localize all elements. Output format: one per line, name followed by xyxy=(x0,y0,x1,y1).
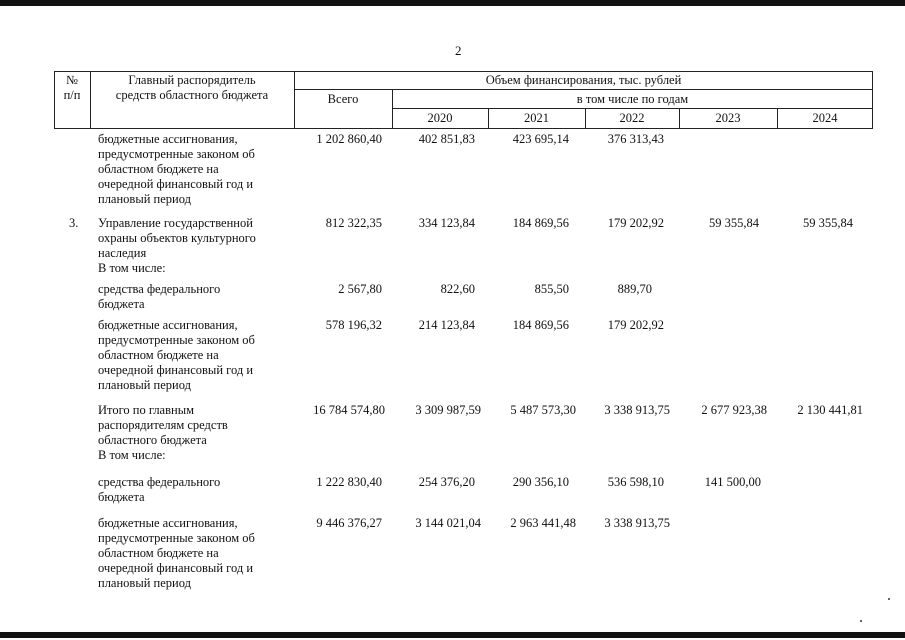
row-2022: 536 598,10 xyxy=(607,475,664,489)
row-number: 3. xyxy=(69,216,79,230)
row-2020: 334 123,84 xyxy=(418,216,475,230)
row-2021: 290 356,10 xyxy=(512,475,569,489)
header-rule-top xyxy=(54,71,873,72)
row-total: 2 567,80 xyxy=(338,282,382,296)
row-2020: 214 123,84 xyxy=(418,318,475,332)
row-2022: 179 202,92 xyxy=(607,318,664,332)
row-label: Управление государственной охраны объектов культурного наследия В том числе: xyxy=(98,216,256,275)
row-2023: 59 355,84 xyxy=(709,216,759,230)
header-year-2024: 2024 xyxy=(812,111,838,125)
row-label: Итого по главным распорядителям средств областного бюджета В том числе: xyxy=(98,403,228,462)
row-total: 812 322,35 xyxy=(325,216,382,230)
row-2020: 3 144 021,04 xyxy=(415,516,481,530)
header-year-2022: 2022 xyxy=(619,111,645,125)
row-label: средства федерального бюджета xyxy=(98,475,221,504)
header-rule-financing xyxy=(294,89,873,90)
bottom-border-bar xyxy=(0,632,905,638)
table-header xyxy=(54,71,873,129)
row-label: бюджетные ассигнования, предусмотренные законом об областном бюджете на очередной финансовый год и плановый период xyxy=(98,318,255,392)
row-total: 1 222 830,40 xyxy=(316,475,382,489)
row-2020: 402 851,83 xyxy=(418,132,475,146)
row-total: 578 196,32 xyxy=(325,318,382,332)
row-2022: 3 338 913,75 xyxy=(604,516,670,530)
header-rule-years xyxy=(392,108,873,109)
scan-speck xyxy=(860,620,862,622)
row-2020: 822,60 xyxy=(440,282,475,296)
row-2021: 184 869,56 xyxy=(512,216,569,230)
header-year-2023: 2023 xyxy=(715,111,741,125)
row-2020: 3 309 987,59 xyxy=(415,403,481,417)
row-2021: 855,50 xyxy=(534,282,569,296)
header-by-years: в том числе по годам xyxy=(576,92,689,106)
row-2024: 59 355,84 xyxy=(803,216,853,230)
row-2022: 179 202,92 xyxy=(607,216,664,230)
row-2021: 423 695,14 xyxy=(512,132,569,146)
header-col-name: Главный распорядитель средств областного бюджета xyxy=(115,73,269,102)
row-label: бюджетные ассигнования, предусмотренные законом об областном бюджете на очередной финансовый год и плановый период xyxy=(98,516,255,590)
row-2023: 2 677 923,38 xyxy=(701,403,767,417)
header-year-2021: 2021 xyxy=(524,111,549,125)
top-border-bar xyxy=(0,0,905,6)
scan-speck xyxy=(888,598,890,600)
row-label: бюджетные ассигнования, предусмотренные законом об областном бюджете на очередной финансовый год и плановый период xyxy=(98,132,255,206)
header-col-number: № п/п xyxy=(63,73,81,102)
row-total: 1 202 860,40 xyxy=(316,132,382,146)
row-2021: 2 963 441,48 xyxy=(510,516,576,530)
header-year-2020: 2020 xyxy=(427,111,453,125)
row-2022: 889,70 xyxy=(617,282,652,296)
row-2020: 254 376,20 xyxy=(418,475,475,489)
header-total: Всего xyxy=(327,92,359,106)
row-2021: 184 869,56 xyxy=(512,318,569,332)
row-label: средства федерального бюджета xyxy=(98,282,221,311)
header-rule-bottom xyxy=(54,128,873,129)
row-2024: 2 130 441,81 xyxy=(797,403,863,417)
page-number: 2 xyxy=(455,43,462,58)
row-total: 16 784 574,80 xyxy=(313,403,385,417)
row-2022: 376 313,43 xyxy=(607,132,664,146)
header-financing: Объем финансирования, тыс. рублей xyxy=(485,73,682,87)
row-2021: 5 487 573,30 xyxy=(510,403,576,417)
row-2023: 141 500,00 xyxy=(704,475,761,489)
row-total: 9 446 376,27 xyxy=(316,516,382,530)
row-2022: 3 338 913,75 xyxy=(604,403,670,417)
